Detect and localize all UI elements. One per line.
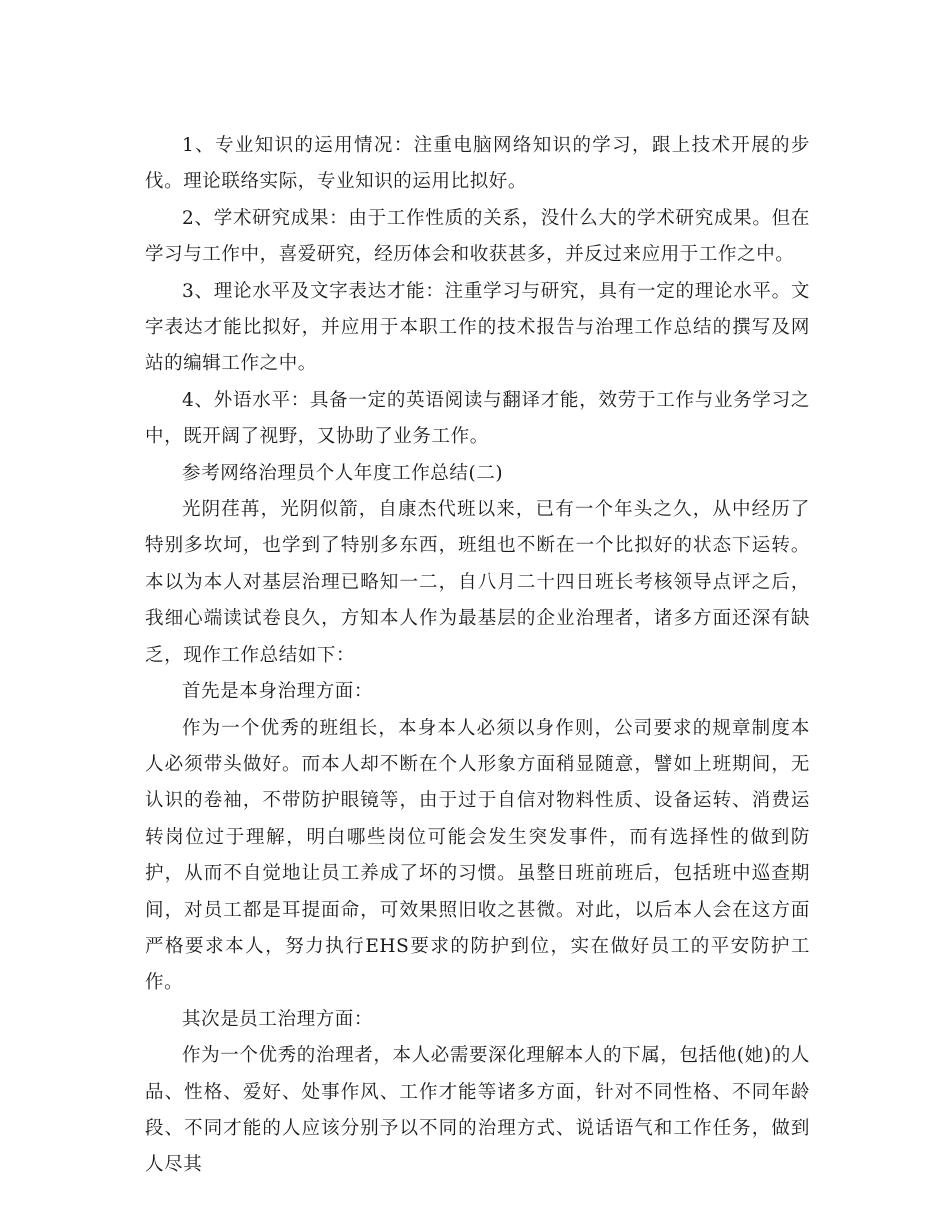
paragraph-self-management: 作为一个优秀的班组长，本身本人必须以身作则，公司要求的规章制度本人必须带头做好。而本人却不断在个人形象方面稍显随意，譬如上班期间，无认识的卷袖，不带防护眼镜等，由于过于自信对物料性质、设备运转、消费运转岗位过于理解，明白哪些岗位可能会发生突发事件，而有选择性的做到防护，从而不自觉地让员工养成了坏的习惯。虽整日班前班后，包括班中巡查期间，对员工都是耳提面命，可效果照旧收之甚微。对此，以后本人会在这方面严格要求本人，努力执行EHS要求的防护到位，实在做好员工的平安防护工作。 — [145, 717, 810, 994]
subheading-staff-management: 其次是员工治理方面： — [182, 1008, 374, 1030]
paragraph-intro: 光阴荏苒，光阴似箭，自康杰代班以来，已有一个年头之久，从中经历了特别多坎坷，也学到了特别多东西，班组也不断在一个比拟好的状态下运转。本以为本人对基层治理已略知一二，自八月二十四日班长考核领导点评之后，我细心端读试卷良久，方知本人作为最基层的企业治理者，诸多方面还深有缺乏，现作工作总结如下： — [145, 499, 810, 666]
document-body — [145, 128, 810, 1184]
paragraph-theory-writing: 3、理论水平及文字表达才能：注重学习与研究，具有一定的理论水平。文字表达才能比拟好，并应用于本职工作的技术报告与治理工作总结的撰写及网站的编辑工作之中。 — [145, 280, 810, 375]
paragraph-academic-research: 2、学术研究成果：由于工作性质的关系，没什么大的学术研究成果。但在学习与工作中，喜爱研究，经历体会和收获甚多，并反过来应用于工作之中。 — [145, 207, 810, 266]
paragraph-professional-knowledge: 1、专业知识的运用情况：注重电脑网络知识的学习，跟上技术开展的步伐。理论联络实际，专业知识的运用比拟好。 — [145, 135, 810, 193]
section-heading: 参考网络治理员个人年度工作总结(二) — [182, 462, 504, 484]
paragraph-foreign-language: 4、外语水平：具备一定的英语阅读与翻译才能，效劳于工作与业务学习之中，既开阔了视野，又协助了业务工作。 — [145, 389, 810, 448]
subheading-self-management: 首先是本身治理方面： — [182, 681, 374, 703]
paragraph-staff-management: 作为一个优秀的治理者，本人必需要深化理解本人的下属，包括他(她)的人品、性格、爱好、处事作风、工作才能等诸多方面，针对不同性格、不同年龄段、不同才能的人应该分别予以不同的治理方式、说话语气和工作任务，做到人尽其 — [145, 1045, 810, 1176]
